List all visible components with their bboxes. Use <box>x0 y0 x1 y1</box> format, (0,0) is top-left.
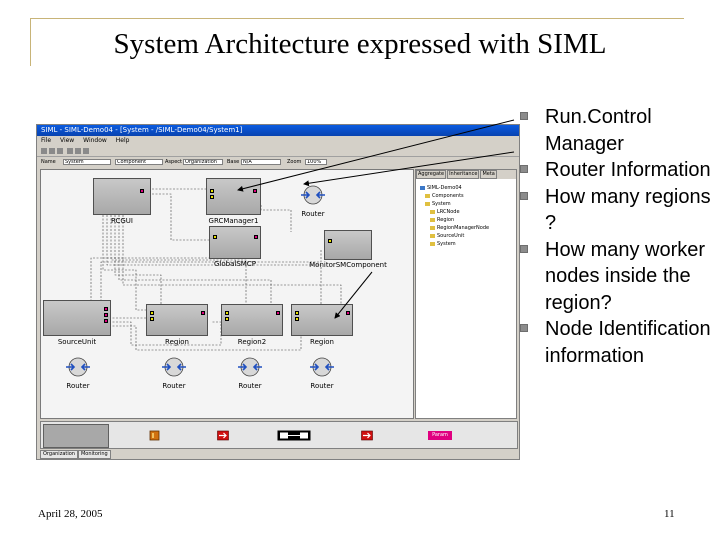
monitor-label: MonitorSMComponent <box>309 261 387 269</box>
bullet-square-icon <box>520 192 528 200</box>
bullet-square-icon <box>520 165 528 173</box>
tree-item[interactable]: SourceUnit <box>420 232 489 240</box>
tree-item[interactable]: Components <box>420 192 489 200</box>
router-top-label: Router <box>301 210 325 218</box>
slide-date: April 28, 2005 <box>38 508 103 520</box>
tab-inheritance[interactable]: Inheritance <box>449 171 478 177</box>
bullet-list <box>513 104 713 369</box>
tree-item[interactable]: SIML-Demo04 <box>420 184 489 192</box>
name-field[interactable]: System <box>63 159 111 165</box>
menu-view[interactable]: View <box>59 137 75 144</box>
menu-window[interactable]: Window <box>83 137 107 144</box>
bullet-square-icon <box>520 324 528 332</box>
tree-item[interactable]: RegionManagerNode <box>420 224 489 232</box>
region2-label: Region2 <box>237 338 267 346</box>
rcgui-label: RCGUI <box>110 217 133 225</box>
aspect-select[interactable]: Organization <box>183 159 223 165</box>
arrow-to-router <box>304 152 514 184</box>
name-label: Name <box>41 159 56 165</box>
region3-label: Region <box>310 338 334 346</box>
bullet-item: How many worker nodes inside the region? <box>513 237 713 317</box>
tree-item[interactable]: System <box>420 240 489 248</box>
tree-item[interactable]: Region <box>420 216 489 224</box>
base-label: Base <box>227 159 240 165</box>
zoom-label: Zoom <box>287 159 302 165</box>
arrow-to-region <box>335 272 372 318</box>
slide-page-number: 11 <box>664 508 675 520</box>
tab-monitoring[interactable]: Monitoring <box>78 450 111 459</box>
bullet-item: How many regions ? <box>513 184 713 237</box>
region-label: Region <box>165 338 189 346</box>
tab-meta[interactable]: Meta <box>482 171 495 177</box>
router4-label: Router <box>310 382 334 390</box>
global-smcp-label: GlobalSMCP <box>214 260 256 268</box>
router2-label: Router <box>162 382 186 390</box>
tab-organization[interactable]: Organization <box>40 450 78 459</box>
tree-item[interactable]: System <box>420 200 489 208</box>
menu-file[interactable]: File <box>41 137 52 144</box>
bullet-square-icon <box>520 245 528 253</box>
bullet-square-icon <box>520 112 528 120</box>
slide-title: System Architecture expressed with SIML <box>113 28 607 60</box>
app-title-bar: SIML - SIML-Demo04 - [System - /SIML-Demo04/System1] <box>37 125 519 136</box>
tree-item[interactable]: LRCNode <box>420 208 489 216</box>
bullet-item: Node Identification information <box>513 316 713 369</box>
base-field[interactable]: N/A <box>241 159 281 165</box>
arrow-to-grc-manager <box>238 120 514 190</box>
bullet-item: Router Information <box>513 157 713 184</box>
menu-help[interactable]: Help <box>115 137 130 144</box>
param-part[interactable]: Param <box>428 431 452 440</box>
grc-manager-label: GRCManager1 <box>208 217 259 225</box>
source-unit-label: SourceUnit <box>57 338 97 346</box>
aspect-label: Aspect <box>165 159 182 165</box>
kind-field[interactable]: Component <box>115 159 163 165</box>
zoom-select[interactable]: 100% <box>305 159 327 165</box>
tab-aggregate[interactable]: Aggregate <box>418 171 445 177</box>
router1-label: Router <box>66 382 90 390</box>
bullet-item: Run.Control Manager <box>513 104 713 157</box>
router3-label: Router <box>238 382 262 390</box>
